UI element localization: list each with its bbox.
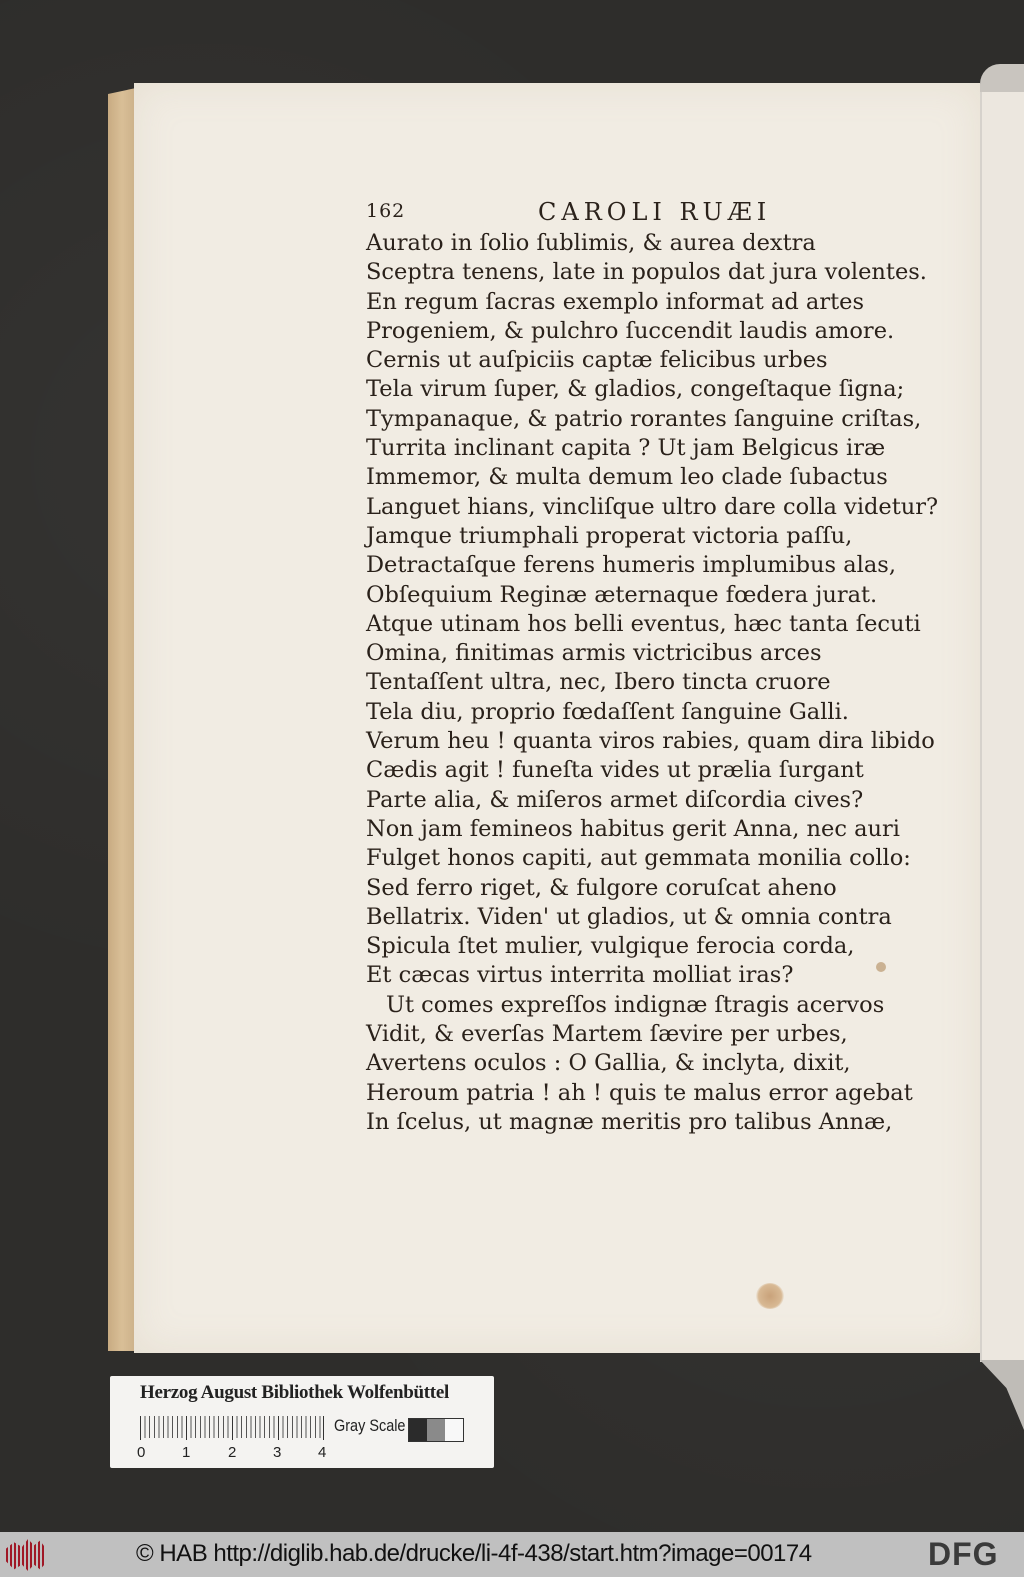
verse-line: Fulget honos capiti, aut gemmata monilia collo:	[366, 845, 911, 872]
verse-line: Et cæcas virtus interrita molliat iras?	[366, 962, 794, 989]
color-target-card	[110, 1376, 494, 1468]
verse-line: Parte alia, & miſeros armet diſcordia cives?	[366, 786, 864, 813]
gray-scale-label: Gray Scale	[334, 1416, 406, 1435]
ruler-label: 0	[137, 1444, 146, 1461]
adjacent-page-edge	[980, 92, 1024, 1362]
copyright-url[interactable]: © HAB http://diglib.hab.de/drucke/li-4f-438/start.htm?image=00174	[136, 1540, 812, 1567]
paper-stain	[876, 962, 886, 972]
verse-line: Immemor, & multa demum leo clade ſubactus	[366, 464, 888, 491]
swatch-mid	[427, 1419, 445, 1441]
dfg-logo: DFG	[928, 1536, 999, 1572]
verse-line: Atque utinam hos belli eventus, hæc tanta ſecuti	[366, 610, 921, 637]
verse-line: Heroum patria ! ah ! quis te malus error agebat	[366, 1079, 913, 1106]
verse-line: Tympanaque, & patrio rorantes ſanguine criſtas,	[366, 405, 922, 432]
hab-logo-icon	[6, 1539, 46, 1571]
page-number: 162	[366, 200, 406, 222]
verse-line: Avertens oculos : O Gallia, & inclyta, dixit,	[366, 1050, 851, 1077]
verse-line: Sed ferro riget, & fulgore coruſcat aheno	[366, 874, 837, 901]
verse-line: Non jam femineos habitus gerit Anna, nec auri	[366, 815, 900, 842]
footer-bar	[0, 1532, 1024, 1577]
next-page-corner	[980, 64, 1024, 94]
verse-line: Verum heu ! quanta viros rabies, quam dira libido	[366, 728, 935, 755]
verse-text	[366, 229, 939, 1137]
verse-line: Tela virum ſuper, & gladios, congeſtaque ſigna;	[366, 376, 905, 403]
verse-line: Vidit, & everſas Martem ſævire per urbes,	[366, 1021, 848, 1048]
ruler-tick	[140, 1416, 141, 1440]
ruler-label: 3	[273, 1444, 282, 1461]
ruler-label: 2	[228, 1444, 237, 1461]
verse-line: Sceptra tenens, late in populos dat jura volentes.	[366, 259, 927, 286]
verse-line: Spicula ſtet mulier, vulgique ferocia corda,	[366, 933, 855, 960]
verse-line: Turrita inclinant capita ? Ut jam Belgicus iræ	[366, 435, 886, 462]
verse-line: Progeniem, & pulchro ſuccendit laudis amore.	[366, 317, 895, 344]
swatch-dark	[409, 1419, 427, 1441]
paper-stain	[756, 1283, 784, 1309]
verse-line: Cernis ut auſpiciis captæ felicibus urbes	[366, 347, 828, 374]
swatch-light	[445, 1419, 463, 1441]
verse-line: Detractaſque ferens humeris implumibus alas,	[366, 552, 896, 579]
gray-scale-swatches	[408, 1418, 464, 1442]
ruler-label: 4	[318, 1444, 327, 1461]
verse-line: Omina, finitimas armis victricibus arces	[366, 640, 822, 667]
verse-line: Aurato in ſolio ſublimis, & aurea dextra	[366, 230, 816, 256]
ruler-label: 1	[182, 1444, 191, 1461]
running-title: CAROLI RUÆI	[538, 198, 772, 226]
page-header	[366, 198, 886, 228]
verse-line: En regum ſacras exemplo informat ad artes	[366, 288, 864, 315]
verse-line: Jamque triumphali properat victoria paſſu,	[366, 522, 853, 549]
institution-name: Herzog August Bibliothek Wolfenbüttel	[140, 1382, 449, 1403]
ruler-tick	[232, 1416, 233, 1440]
verse-line: In ſcelus, ut magnæ meritis pro talibus Annæ,	[366, 1108, 893, 1135]
verse-line: Tentaſſent ultra, nec, Ibero tincta cruore	[366, 669, 831, 696]
ruler-tick	[323, 1416, 324, 1440]
verse-line: Tela diu, proprio fœdaſſent ſanguine Galli.	[366, 698, 849, 725]
book-fore-edge	[108, 88, 136, 1351]
ruler-tick	[278, 1416, 279, 1440]
verse-line: Ut comes expreſſos indignæ ſtragis acervos	[386, 991, 885, 1018]
verse-line: Languet hians, vincliſque ultro dare colla videtur?	[366, 493, 939, 520]
verse-line: Obſequium Reginæ æternaque fœdera jurat.	[366, 581, 878, 608]
ruler-tick	[186, 1416, 187, 1440]
verse-line: Cædis agit ! funeſta vides ut prælia ſurgant	[366, 757, 864, 784]
verse-line: Bellatrix. Viden' ut gladios, ut & omnia contra	[366, 903, 892, 930]
